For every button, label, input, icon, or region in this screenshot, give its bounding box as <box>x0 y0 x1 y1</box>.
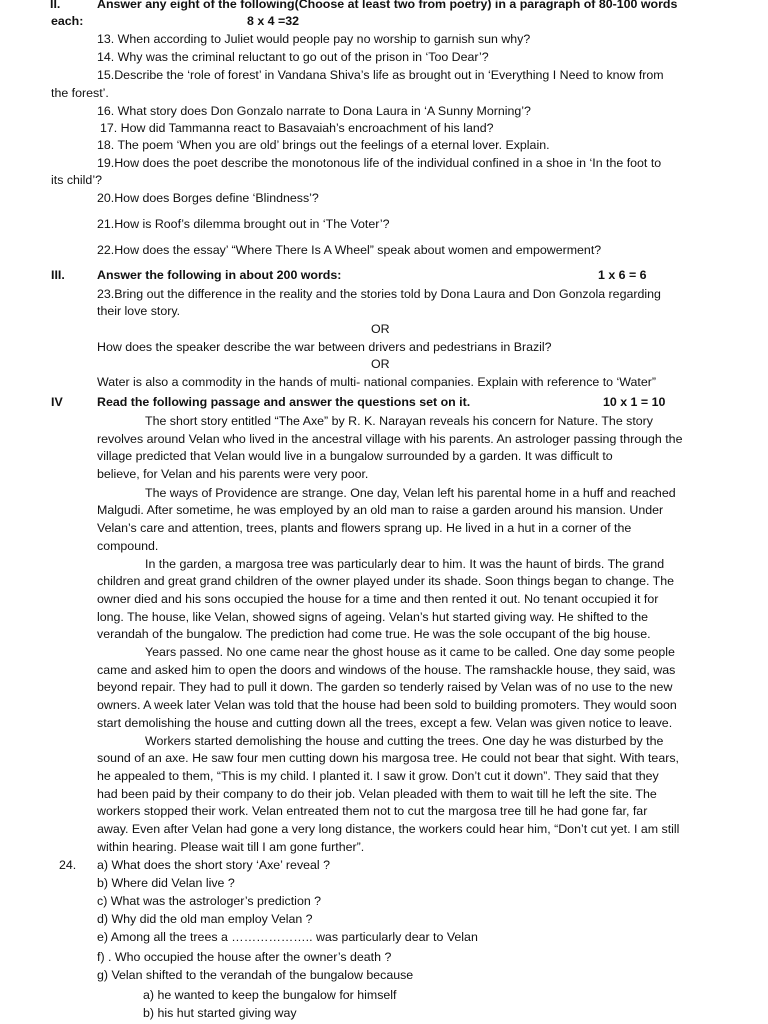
passage-line: Velan’s care and attention, trees, plants and flowers sprang up. He lived in a hut in a corner of the <box>97 521 632 535</box>
section-4-number: IV <box>51 395 63 409</box>
passage-line: compound. <box>97 539 159 553</box>
passage-line: sound of an axe. He saw four men cutting down his margosa tree. He could not bear that sight. With tears, <box>97 751 679 765</box>
or-separator-2: OR <box>371 357 390 371</box>
question-23-alt-2: Water is also a commodity in the hands of multi- national companies. Explain with reference to ‘Water” <box>97 375 656 389</box>
question-19-line-1: 19.How does the poet describe the monotonous life of the individual confined in a shoe in ‘In the foot to <box>97 156 662 170</box>
passage-line: workers stopped their work. Velan entreated them not to cut the margosa tree till he had gone far, far <box>97 804 648 818</box>
option-b: b) his hut started giving way <box>143 1006 297 1020</box>
or-separator-1: OR <box>371 322 390 336</box>
passage-line: revolves around Velan who lived in the ancestral village with his parents. An astrologer passing through the <box>97 432 683 446</box>
question-13: 13. When according to Juliet would people pay no worship to garnish sun why? <box>97 32 531 46</box>
section-2-heading: Answer any eight of the following(Choose at least two from poetry) in a paragraph of 80-100 words <box>97 0 678 11</box>
question-23-line-2: their love story. <box>97 304 181 318</box>
section-2-each: each: <box>51 14 84 28</box>
question-24-g: g) Velan shifted to the verandah of the bungalow because <box>97 968 414 982</box>
question-14: 14. Why was the criminal reluctant to go out of the prison in ‘Too Dear’? <box>97 50 489 64</box>
passage-line: Malgudi. After sometime, he was employed by an old man to raise a garden around his mansion. Under <box>97 503 664 517</box>
question-24-f: f) . Who occupied the house after the owner’s death ? <box>97 950 392 964</box>
question-24-number: 24. <box>59 858 77 872</box>
passage-line: owners. A week later Velan was told that the house had been sold to building promoters. They would soon <box>97 698 677 712</box>
passage-line: he appealed to them, “This is my child. I planted it. I saw it grow. Don’t cut it down”. They said that they <box>97 769 659 783</box>
question-21: 21.How is Roof’s dilemma brought out in ‘The Voter’? <box>97 217 390 231</box>
section-4-heading: Read the following passage and answer the questions set on it. <box>97 395 471 409</box>
passage-line: village predicted that Velan would live in a bungalow surrounded by a garden. It was difficult to <box>97 449 613 463</box>
passage-line: Workers started demolishing the house and cutting the trees. One day he was disturbed by the <box>145 734 664 748</box>
section-4-marks: 10 x 1 = 10 <box>603 395 666 409</box>
passage-line: The short story entitled “The Axe” by R. K. Narayan reveals his concern for Nature. The story <box>145 414 654 428</box>
question-24-a: a) What does the short story ‘Axe’ reveal ? <box>97 858 331 872</box>
question-24-e: e) Among all the trees a ……………….. was particularly dear to Velan <box>97 930 478 944</box>
passage-line: came and asked him to open the doors and windows of the house. The ramshackle house, they said, was <box>97 663 676 677</box>
section-3-marks: 1 x 6 = 6 <box>598 268 647 282</box>
passage-line: owner died and his sons occupied the house for a time and then rented it out. No tenant occupied it for <box>97 592 659 606</box>
question-15-line-1: 15.Describe the ‘role of forest’ in Vandana Shiva’s life as brought out in ‘Everything I Need to know from <box>97 68 664 82</box>
passage-line: believe, for Velan and his parents were very poor. <box>97 467 369 481</box>
question-19-line-2: its child’? <box>51 173 102 187</box>
question-20: 20.How does Borges define ‘Blindness’? <box>97 191 319 205</box>
question-18: 18. The poem ‘When you are old’ brings out the feelings of a eternal lover. Explain. <box>97 138 550 152</box>
question-24-d: d) Why did the old man employ Velan ? <box>97 912 313 926</box>
question-24-c: c) What was the astrologer’s prediction ? <box>97 894 322 908</box>
passage-line: The ways of Providence are strange. One day, Velan left his parental home in a huff and reached <box>145 486 676 500</box>
section-2-number: II. <box>50 0 61 11</box>
passage-line: verandah of the bungalow. The prediction had come true. He was the sole occupant of the big house. <box>97 627 651 641</box>
question-23-alt-1: How does the speaker describe the war between drivers and pedestrians in Brazil? <box>97 340 552 354</box>
question-17: 17. How did Tammanna react to Basavaiah’s encroachment of his land? <box>100 121 494 135</box>
passage-line: In the garden, a margosa tree was particularly dear to him. It was the haunt of birds. The grand <box>145 557 665 571</box>
question-16: 16. What story does Don Gonzalo narrate to Dona Laura in ‘A Sunny Morning’? <box>97 104 531 118</box>
passage-line: long. The house, like Velan, showed signs of ageing. Velan’s hut started giving way. He shifted to the <box>97 610 649 624</box>
question-15-line-2: the forest’. <box>51 86 109 100</box>
passage-line: start demolishing the house and cutting down all the trees, except a few. Velan was given notice to leave. <box>97 716 673 730</box>
section-2-marks: 8 x 4 =32 <box>247 14 300 28</box>
question-22: 22.How does the essay’ “Where There Is A Wheel” speak about women and empowerment? <box>97 243 602 257</box>
question-23-line-1: 23.Bring out the difference in the reality and the stories told by Dona Laura and Don Gonzola regarding <box>97 287 661 301</box>
passage-line: beyond repair. They had to pull it down. The garden so tenderly raised by Velan was of no use to the new <box>97 680 673 694</box>
passage-line: away. Even after Velan had gone a very long distance, the workers could hear him, “Don’t cut yet. I am still <box>97 822 680 836</box>
section-3-heading: Answer the following in about 200 words: <box>97 268 342 282</box>
passage-line: children and great grand children of the owner played under its shade. Soon things began to change. The <box>97 574 675 588</box>
option-a: a) he wanted to keep the bungalow for himself <box>143 988 397 1002</box>
passage-line: had been paid by their company to do their job. Velan pleaded with them to wait till he left the site. The <box>97 787 657 801</box>
passage-line: within hearing. Please wait till I am gone further”. <box>97 840 365 854</box>
question-24-b: b) Where did Velan live ? <box>97 876 235 890</box>
section-3-number: III. <box>51 268 65 282</box>
passage-line: Years passed. No one came near the ghost house as it came to be called. One day some people <box>145 645 675 659</box>
